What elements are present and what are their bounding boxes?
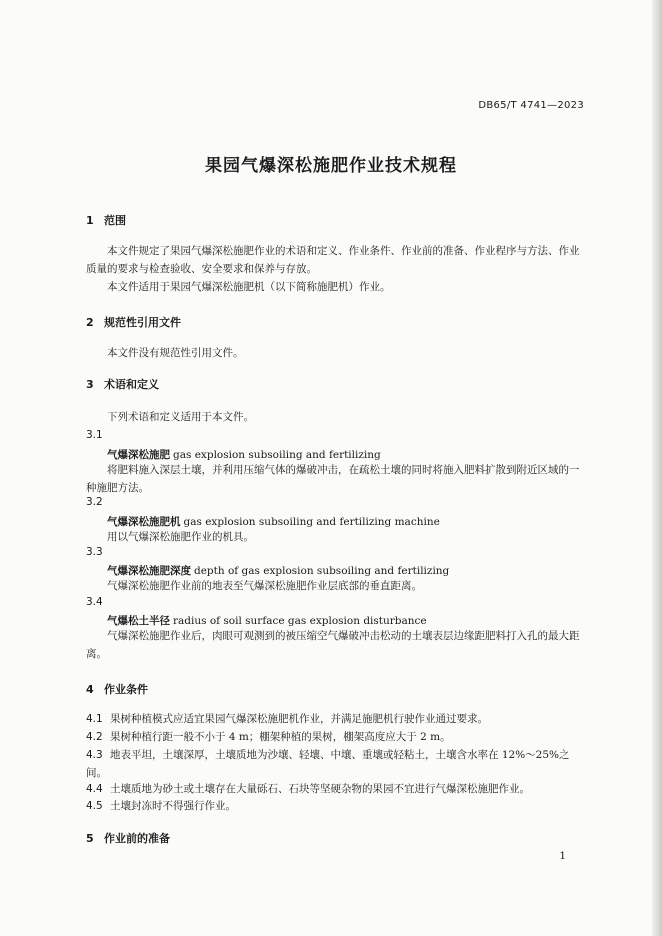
term-en: radius of soil surface gas explosion disturbance [173,615,427,627]
term-en: depth of gas explosion subsoiling and fertilizing [194,565,450,577]
term-zh: 气爆深松施肥 [107,449,170,461]
section-title: 术语和定义 [104,378,159,391]
item-text: 果树种植模式应适宜果园气爆深松施肥机作业，并满足施肥机行驶作业通过要求。 [110,713,488,725]
page-number: 1 [559,850,566,862]
item-number: 4.4 [86,783,103,795]
section-number: 1 [86,214,94,227]
term-en: gas explosion subsoiling and fertilizing [173,449,381,461]
list-item [86,728,582,746]
section-number: 4 [86,683,94,696]
term-entry [107,514,440,529]
term-zh: 气爆深松施肥机 [107,516,181,528]
section-title: 作业前的准备 [104,832,170,845]
item-text: 地表平坦，土壤深厚，土壤质地为沙壤、轻壤、中壤、重壤或轻粘土，土壤含水率在 12%～25%之间。 [86,749,570,779]
section-title: 作业条件 [104,683,148,696]
scan-edge-shadow [652,0,662,936]
section-5-heading [86,830,170,846]
item-text: 果树种植行距一般不小于 4 m；棚架种植的果树，棚架高度应大于 2 m。 [110,731,451,743]
clause-number: 3.3 [86,546,103,558]
clause-number: 3.4 [86,596,103,608]
section-2-heading [86,314,181,330]
item-text: 土壤封冻时不得强行作业。 [110,800,236,812]
section-4-heading [86,681,148,697]
section-1-paragraph-1: 本文件规定了果园气爆深松施肥作业的术语和定义、作业条件、作业前的准备、作业程序与方法、作业质量的要求与检查验收、安全要求和保养与存放。 [86,245,580,275]
document-title: 果园气爆深松施肥作业技术规程 [205,156,457,176]
item-number: 4.2 [86,731,103,743]
clause-number: 3.2 [86,496,103,508]
term-entry [107,563,449,578]
term-definition: 用以气爆深松施肥作业的机具。 [107,531,254,543]
term-entry [107,447,381,462]
item-number: 4.1 [86,713,103,725]
section-1-heading [86,212,126,228]
list-item [86,780,582,798]
section-3-heading [86,376,159,392]
section-3-intro: 下列术语和定义适用于本文件。 [107,411,254,423]
clause-number: 3.1 [86,429,103,441]
section-title: 规范性引用文件 [104,316,181,329]
term-zh: 气爆深松施肥深度 [107,565,191,577]
list-item [86,797,582,815]
section-1-paragraph-2: 本文件适用于果园气爆深松施肥机（以下简称施肥机）作业。 [107,281,391,293]
list-item [86,710,582,728]
section-number: 5 [86,832,94,845]
term-definition: 气爆深松施肥作业前的地表至气爆深松施肥作业层底部的垂直距离。 [107,580,422,592]
term-definition: 气爆深松施肥作业后，肉眼可观测到的被压缩空气爆破冲击松动的土壤表层边缘距肥料打入孔的最大距离。 [86,630,580,660]
item-number: 4.3 [86,749,103,761]
section-2-paragraph-1: 本文件没有规范性引用文件。 [107,347,244,359]
term-zh: 气爆松土半径 [107,615,170,627]
section-number: 2 [86,316,94,329]
item-text: 土壤质地为砂土或土壤存在大量砾石、石块等坚硬杂物的果园不宜进行气爆深松施肥作业。 [110,783,530,795]
term-entry [107,613,427,628]
standard-number: DB65/T 4741—2023 [478,100,584,111]
list-item [86,746,582,782]
term-en: gas explosion subsoiling and fertilizing machine [183,516,440,528]
item-number: 4.5 [86,800,103,812]
section-number: 3 [86,378,94,391]
section-title: 范围 [104,214,126,227]
term-definition: 将肥料施入深层土壤，并利用压缩气体的爆破冲击，在疏松土壤的同时将施入肥料扩散到附近区域的一种施肥方法。 [86,464,580,494]
